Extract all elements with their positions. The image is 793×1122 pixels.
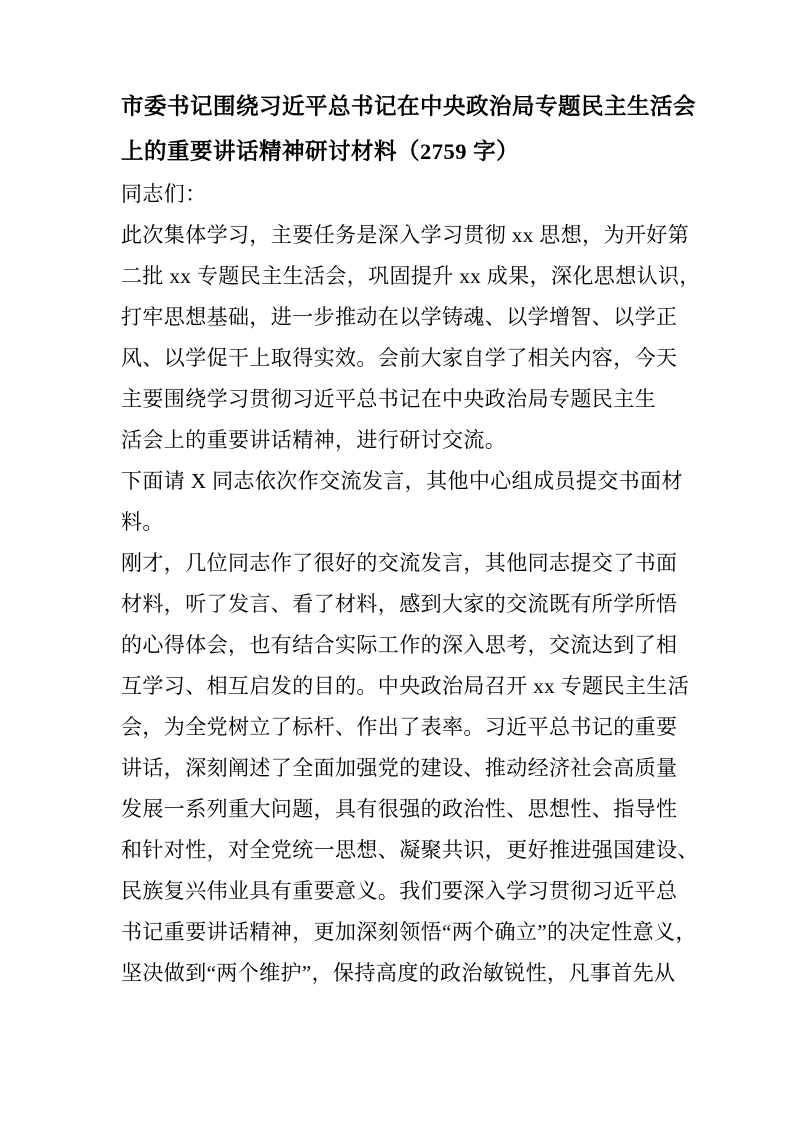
text-line: 刚才，几位同志作了很好的交流发言，其他同志提交了书面 — [121, 551, 678, 575]
text-line: 材料，听了发言、看了材料，感到大家的交流既有所学所悟 — [121, 592, 678, 616]
document-title-line-2: 上的重要讲话精神研讨材料（2759 字） — [121, 139, 520, 164]
text-line: 主要围绕学习贯彻习近平总书记在中央政治局专题民主生 — [121, 387, 656, 411]
document-title-line-1: 市委书记围绕习近平总书记在中央政治局专题民主生活会 — [121, 94, 697, 119]
text-line: 同志们： — [121, 182, 207, 206]
document-content — [121, 84, 701, 994]
text-line: 风、以学促干上取得实效。会前大家自学了相关内容，今天 — [121, 346, 678, 370]
text-line: 二批 xx 专题民主生活会，巩固提升 xx 成果，深化思想认识， — [121, 264, 701, 288]
text-line: 的心得体会，也有结合实际工作的深入思考，交流达到了相 — [121, 633, 678, 657]
text-line: 讲话，深刻阐述了全面加强党的建设、推动经济社会高质量 — [121, 756, 678, 780]
text-line: 此次集体学习，主要任务是深入学习贯彻 xx 思想，为开好第 — [121, 223, 690, 247]
text-line: 会，为全党树立了标杆、作出了表率。习近平总书记的重要 — [121, 715, 678, 739]
text-line: 发展一系列重大问题，具有很强的政治性、思想性、指导性 — [121, 797, 678, 821]
text-line: 料。 — [121, 510, 164, 534]
text-line: 打牢思想基础，进一步推动在以学铸魂、以学增智、以学正 — [121, 305, 678, 329]
text-line: 书记重要讲话精神，更加深刻领悟“两个确立”的决定性意义， — [121, 920, 697, 944]
text-line: 活会上的重要讲话精神，进行研讨交流。 — [121, 428, 507, 452]
text-line: 和针对性，对全党统一思想、凝聚共识，更好推进强国建设、 — [121, 838, 699, 862]
text-line: 互学习、相互启发的目的。中央政治局召开 xx 专题民主生活 — [121, 674, 690, 698]
text-line: 坚决做到“两个维护”，保持高度的政治敏锐性，凡事首先从 — [121, 961, 676, 985]
text-line: 下面请 X 同志依次作交流发言，其他中心组成员提交书面材 — [121, 469, 683, 493]
text-line: 民族复兴伟业具有重要意义。我们要深入学习贯彻习近平总 — [121, 879, 678, 903]
